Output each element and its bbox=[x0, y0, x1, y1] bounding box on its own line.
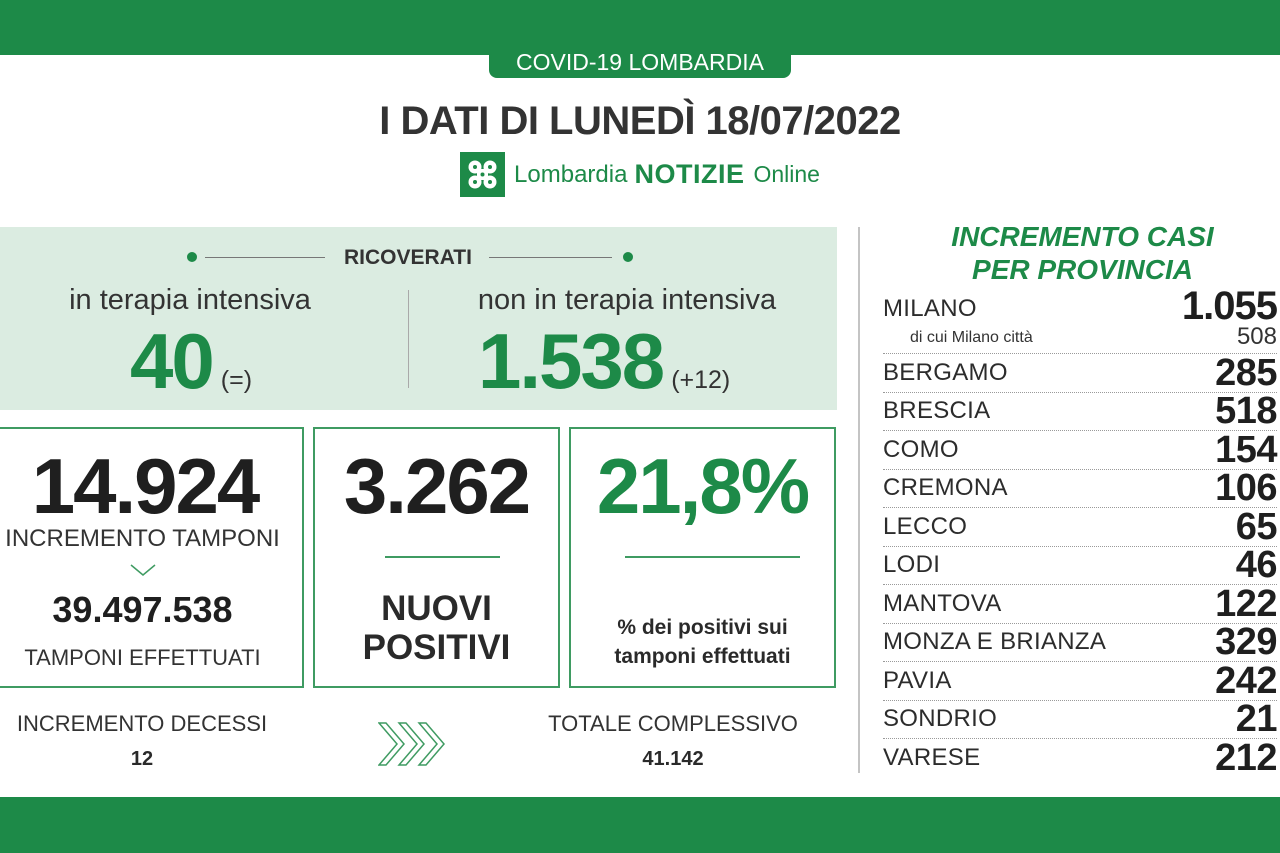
brand-logo bbox=[0, 152, 1280, 197]
province-name: SONDRIO bbox=[883, 705, 998, 733]
province-row-cremona bbox=[883, 469, 1277, 508]
percent-label-line2: tamponi effettuati bbox=[614, 645, 791, 668]
milano-city-label: di cui Milano città bbox=[910, 329, 1033, 346]
page-title: I DATI DI LUNEDÌ 18/07/2022 bbox=[379, 99, 901, 143]
province-row-bergamo bbox=[883, 353, 1277, 392]
intensive-value: 40 bbox=[130, 317, 213, 405]
column-divider bbox=[858, 227, 860, 773]
heading-dot-right bbox=[623, 252, 633, 262]
provinces-title-line1: INCREMENTO CASI bbox=[951, 221, 1214, 252]
province-name: BERGAMO bbox=[883, 358, 1008, 386]
province-list bbox=[883, 353, 1277, 777]
province-name-milano: MILANO bbox=[883, 295, 977, 322]
positivi-value: 3.262 bbox=[343, 442, 530, 530]
province-name: MANTOVA bbox=[883, 589, 1002, 617]
milano-city-value: 508 bbox=[1236, 323, 1277, 350]
positivi-label-line1: NUOVI bbox=[381, 589, 492, 628]
percent-label-line1: % dei positivi sui bbox=[617, 616, 788, 639]
ricoverati-heading: RICOVERATI bbox=[344, 246, 472, 269]
ricoverati-divider bbox=[408, 290, 409, 388]
province-row-sondrio bbox=[883, 700, 1277, 739]
intensive-value-row bbox=[130, 317, 253, 405]
tamponi-label: INCREMENTO TAMPONI bbox=[5, 525, 280, 552]
province-value: 122 bbox=[1215, 582, 1277, 625]
province-name: VARESE bbox=[883, 743, 981, 771]
province-value-milano: 1.055 bbox=[1181, 284, 1277, 328]
intensive-label: in terapia intensiva bbox=[69, 284, 311, 316]
decessi-value: 12 bbox=[130, 748, 154, 770]
province-row-lecco bbox=[883, 507, 1277, 546]
intensive-delta: (=) bbox=[220, 366, 253, 394]
province-value: 518 bbox=[1215, 390, 1277, 433]
logo-text-online: Online bbox=[753, 161, 820, 187]
rosa-camuna-icon bbox=[460, 152, 505, 197]
province-row-brescia bbox=[883, 392, 1277, 431]
province-value: 285 bbox=[1215, 351, 1277, 394]
non-intensive-value-row bbox=[478, 317, 731, 405]
tamponi-total: 39.497.538 bbox=[52, 589, 233, 630]
decessi-label: INCREMENTO DECESSI bbox=[16, 711, 268, 736]
heading-dot-left bbox=[187, 252, 197, 262]
logo-text-lombardia: Lombardia bbox=[514, 160, 628, 188]
province-row-pavia bbox=[883, 661, 1277, 700]
non-intensive-delta: (+12) bbox=[671, 366, 731, 394]
positivi-separator bbox=[385, 556, 500, 558]
provinces-title-line2: PER PROVINCIA bbox=[972, 254, 1193, 285]
totale-label: TOTALE COMPLESSIVO bbox=[548, 711, 798, 736]
non-intensive-value: 1.538 bbox=[478, 317, 664, 405]
heading-line-right bbox=[489, 257, 612, 258]
province-row-monza-brianza bbox=[883, 623, 1277, 662]
province-row-varese bbox=[883, 738, 1277, 777]
province-name: LODI bbox=[883, 551, 941, 579]
province-name: BRESCIA bbox=[883, 397, 991, 425]
chevron-down-icon bbox=[130, 563, 156, 575]
percent-value: 21,8% bbox=[596, 442, 809, 530]
tamponi-total-label: TAMPONI EFFETTUATI bbox=[24, 645, 261, 670]
province-row-como bbox=[883, 430, 1277, 469]
province-row-lodi bbox=[883, 546, 1277, 585]
province-value: 212 bbox=[1215, 736, 1277, 779]
region-tag: COVID-19 LOMBARDIA bbox=[489, 46, 791, 78]
province-name: COMO bbox=[883, 435, 959, 463]
positivi-label-line2: POSITIVI bbox=[362, 628, 511, 667]
province-name: LECCO bbox=[883, 512, 968, 540]
totale-value: 41.142 bbox=[642, 748, 704, 770]
heading-line-left bbox=[205, 257, 325, 258]
logo-text-notizie: NOTIZIE bbox=[634, 159, 745, 189]
tamponi-value: 14.924 bbox=[31, 442, 259, 530]
non-intensive-label: non in terapia intensiva bbox=[477, 284, 777, 316]
province-name: PAVIA bbox=[883, 666, 952, 694]
province-value: 65 bbox=[1235, 505, 1277, 548]
percent-separator bbox=[625, 556, 800, 558]
triple-chevron-right-icon bbox=[378, 722, 446, 766]
province-value: 21 bbox=[1235, 698, 1277, 741]
province-name: MONZA E BRIANZA bbox=[883, 628, 1107, 656]
province-row-mantova bbox=[883, 584, 1277, 623]
province-value: 46 bbox=[1235, 544, 1277, 587]
province-value: 329 bbox=[1215, 621, 1277, 664]
province-value: 106 bbox=[1215, 467, 1277, 510]
bottom-banner bbox=[0, 797, 1280, 853]
province-name: CREMONA bbox=[883, 474, 1008, 502]
province-value: 154 bbox=[1215, 428, 1277, 471]
province-value: 242 bbox=[1215, 659, 1277, 702]
